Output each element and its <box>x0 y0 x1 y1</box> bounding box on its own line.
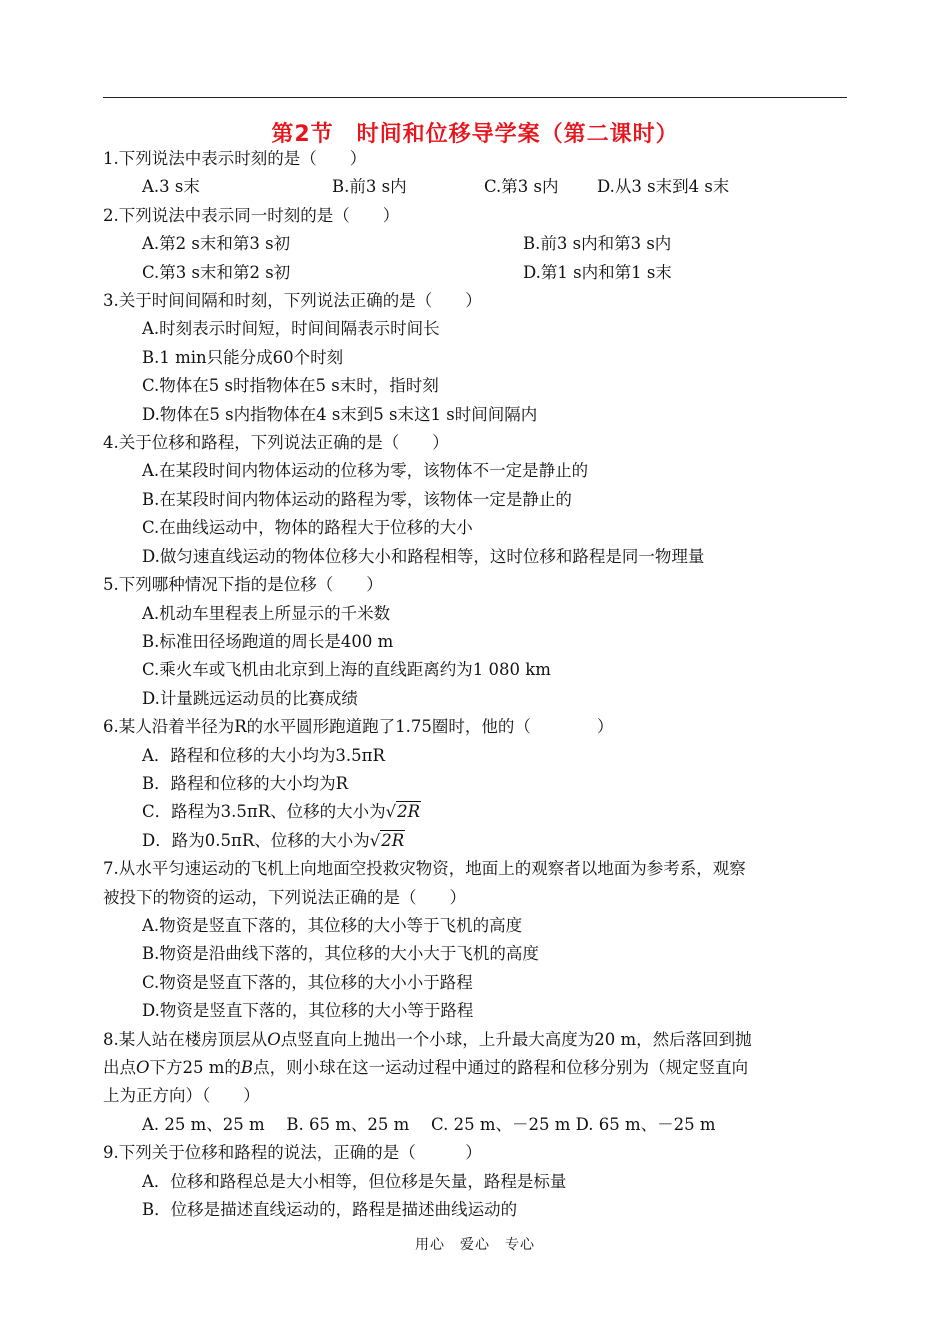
question-9-stem: 9.下列关于位移和路程的说法，正确的是（ ） <box>103 1143 482 1163</box>
option-b: B．位移是描述直线运动的，路程是描述曲线运动的 <box>142 1200 518 1220</box>
question-5-stem: 5.下列哪种情况下指的是位移（ ） <box>103 575 383 595</box>
option-a: A．位移和路程总是大小相等，但位移是矢量，路程是标量 <box>142 1171 567 1191</box>
option-d: D.物资是竖直下落的，其位移的大小等于路程 <box>142 1001 474 1021</box>
option-a: A.在某段时间内物体运动的位移为零，该物体不一定是静止的 <box>142 461 589 481</box>
option-b: B.物资是沿曲线下落的，其位移的大小大于飞机的高度 <box>142 944 539 964</box>
option-b: B.前3 s内 <box>332 177 407 197</box>
point-o-label: O <box>267 1029 281 1049</box>
question-8-stem-line3: 上为正方向）（ ） <box>103 1086 260 1106</box>
question-2-stem: 2.下列说法中表示同一时刻的是（ ） <box>103 205 400 225</box>
option-b: B.前3 s内和第3 s内 <box>523 234 672 254</box>
question-6-stem: 6.某人沿着半径为R的水平圆形跑道跑了1.75圈时，他的（ ） <box>103 717 614 737</box>
question-1-stem: 1.下列说法中表示时刻的是（ ） <box>103 149 367 168</box>
option-b: B.1 min只能分成60个时刻 <box>142 347 344 367</box>
stem-text: 出点 <box>103 1058 136 1077</box>
option-c: C.物体在5 s时指物体在5 s末时，指时刻 <box>142 376 439 396</box>
option-d: D.物体在5 s内指物体在4 s末到5 s末这1 s时间间隔内 <box>142 404 538 424</box>
radical-sign: √ <box>369 830 381 850</box>
point-b-label: B <box>240 1058 254 1077</box>
option-b: B．路程和位移的大小均为R <box>142 773 349 793</box>
stem-text: 点，则小球在这一运动过程中通过的路程和位移分别为（规定竖直向 <box>253 1058 749 1077</box>
option-a: A.时刻表示时间短，时间间隔表示时间长 <box>142 319 440 339</box>
option-c: C.在曲线运动中，物体的路程大于位移的大小 <box>142 518 473 538</box>
option-a: A.机动车里程表上所显示的千米数 <box>142 603 391 623</box>
option-c: C.第3 s内 <box>484 177 559 197</box>
option-a: A.物资是竖直下落的，其位移的大小等于飞机的高度 <box>142 915 523 935</box>
question-3-stem: 3.关于时间间隔和时刻，下列说法正确的是（ ） <box>103 291 482 311</box>
option-a: A．路程和位移的大小均为3.5πR <box>142 745 385 765</box>
radical-sign: √ <box>385 802 397 822</box>
stem-text: 8.某人站在楼房顶层从 <box>103 1029 268 1049</box>
question-list <box>103 145 853 1224</box>
option-c <box>103 798 853 826</box>
option-c: C.乘火车或飞机由北京到上海的直线距离约为1 080 km <box>142 660 551 680</box>
option-b: B.在某段时间内物体运动的路程为零，该物体一定是静止的 <box>142 489 572 509</box>
option-d: D.做匀速直线运动的物体位移大小和路程相等，这时位移和路程是同一物理量 <box>142 546 705 566</box>
question-7-stem-line1: 7.从水平匀速运动的飞机上向地面空投救灾物资，地面上的观察者以地面为参考系，观察 <box>103 859 746 879</box>
radicand: 2R <box>381 830 405 850</box>
option-a: A.3 s末 <box>142 177 200 197</box>
page-title: 第2节 时间和位移导学案（第二课时） <box>271 122 679 147</box>
sqrt-2r-formula <box>370 827 405 855</box>
question-1-options <box>103 173 853 201</box>
option-d <box>103 827 853 855</box>
option-d: D.从3 s末到4 s末 <box>597 177 730 197</box>
sqrt-2r-formula <box>386 798 421 826</box>
question-7-stem-line2: 被投下的物资的运动，下列说法正确的是（ ） <box>103 887 466 907</box>
option-c-text: C．路程为3.5πR、位移的大小为 <box>142 802 386 822</box>
stem-text: 点竖直向上抛出一个小球，上升最大高度为20 m，然后落回到抛 <box>280 1029 752 1049</box>
option-c: C.第3 s末和第2 s初 <box>142 262 291 282</box>
page-footer: 用心 爱心 专心 <box>415 1237 535 1253</box>
option-d-text: D．路为0.5πR、位移的大小为 <box>142 830 370 850</box>
radicand: 2R <box>397 802 421 822</box>
question-8-stem-line2 <box>103 1054 853 1082</box>
option-d: D.第1 s内和第1 s末 <box>523 262 672 282</box>
point-o-label: O <box>136 1058 150 1077</box>
stem-text: 下方25 m的 <box>149 1058 241 1077</box>
option-d: D.计量跳远运动员的比赛成绩 <box>142 688 358 708</box>
header-rule <box>103 97 847 98</box>
option-a: A.第2 s末和第3 s初 <box>142 234 291 254</box>
question-2-options-row2 <box>103 259 853 287</box>
question-8-options: A. 25 m、25 m B. 65 m、25 m C. 25 m、－25 m D. 65 m、－25 m <box>142 1114 716 1134</box>
question-4-stem: 4.关于位移和路程，下列说法正确的是（ ） <box>103 433 449 453</box>
option-b: B.标准田径场跑道的周长是400 m <box>142 631 394 651</box>
question-8-stem-line1 <box>103 1026 853 1054</box>
option-c: C.物资是竖直下落的，其位移的大小小于路程 <box>142 972 473 992</box>
question-2-options-row1 <box>103 230 853 258</box>
